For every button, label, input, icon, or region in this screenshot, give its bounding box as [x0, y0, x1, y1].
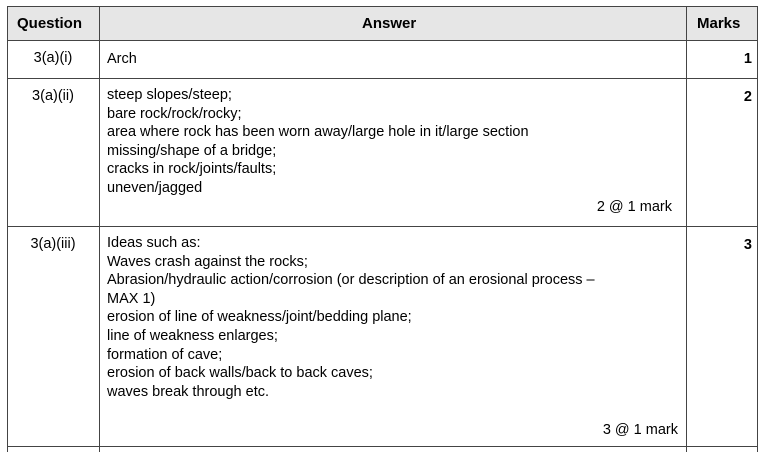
question-number: 3(a)(iii): [30, 236, 76, 252]
marks-value: 2: [743, 89, 752, 105]
mark-allocation-note: 3 @ 1 mark: [602, 422, 678, 438]
answer-line: waves break through etc.: [107, 383, 270, 400]
row-divider: [7, 226, 758, 227]
question-number: 3(a)(i): [33, 50, 73, 66]
header-question: Question: [17, 15, 83, 32]
answer-line: area where rock has been worn away/large hole in it/large section: [107, 124, 529, 141]
column-divider: [686, 6, 687, 452]
answer-line: Abrasion/hydraulic action/corrosion (or description of an erosional process –: [107, 272, 595, 289]
answer-line: formation of cave;: [107, 346, 223, 363]
answer-line: Arch: [107, 51, 137, 67]
answer-line: cracks in rock/joints/faults;: [107, 161, 277, 178]
header-answer: Answer: [362, 15, 417, 32]
answer-text: [107, 86, 529, 198]
mark-allocation-note: 2 @ 1 mark: [596, 199, 672, 215]
marks-value: 1: [743, 51, 752, 67]
answer-line: line of weakness enlarges;: [107, 327, 278, 344]
table-left-border: [7, 6, 8, 452]
answer-text: [107, 234, 595, 401]
answer-line: bare rock/rock/rocky;: [107, 105, 242, 122]
table-top-border: [7, 6, 758, 7]
column-divider: [99, 6, 100, 452]
header-bottom-border: [7, 40, 758, 41]
row-divider: [7, 78, 758, 79]
answer-line: erosion of line of weakness/joint/bedding plane;: [107, 309, 412, 326]
answer-line: missing/shape of a bridge;: [107, 142, 277, 159]
row-divider: [7, 446, 758, 447]
header-marks: Marks: [697, 15, 741, 32]
question-number: 3(a)(ii): [32, 88, 74, 104]
marks-value: 3: [743, 237, 752, 253]
answer-line: steep slopes/steep;: [107, 87, 232, 103]
answer-line: Waves crash against the rocks;: [107, 253, 308, 270]
answer-line: Ideas such as:: [107, 235, 201, 251]
answer-text: [107, 50, 137, 69]
table-right-border: [757, 6, 758, 452]
answer-line: MAX 1): [107, 290, 156, 307]
answer-line: erosion of back walls/back to back caves;: [107, 365, 373, 382]
answer-line: uneven/jagged: [107, 179, 203, 196]
